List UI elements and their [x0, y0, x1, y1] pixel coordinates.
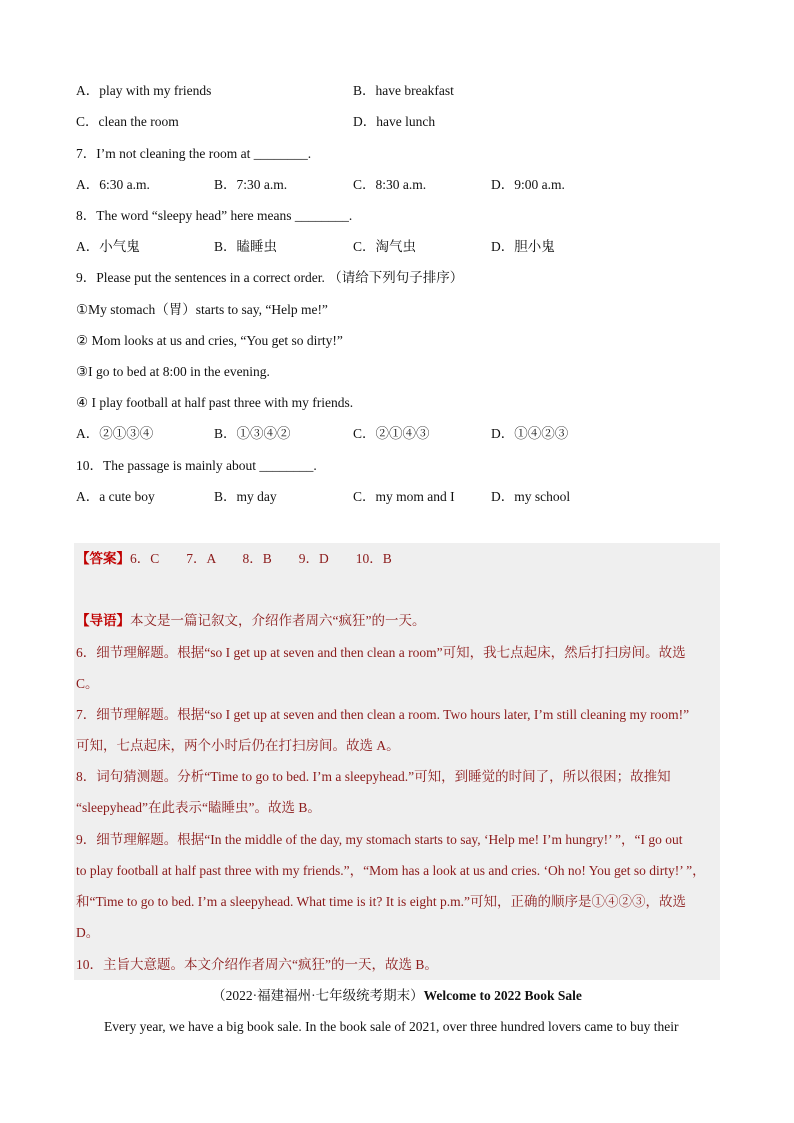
q10-option-d: D．my school	[491, 489, 571, 504]
q6-option-b: B．have breakfast	[353, 83, 454, 98]
explanation-9-line-3: 和“Time to go to bed. I’m a sleepyhead. What time is it? It is eight p.m.”可知，正确的顺序是①④②③，故选	[76, 894, 687, 909]
passage-title: Welcome to 2022 Book Sale	[423, 988, 582, 1003]
q9-option-a: A．②①③④	[76, 426, 154, 441]
q8-option-c: C．淘气虫	[353, 239, 417, 254]
explanation-6-line-2: C。	[76, 676, 99, 691]
q9-stem: 9．Please put the sentences in a correct order. （请给下列句子排序）	[76, 270, 464, 285]
q7-option-d: D．9:00 a.m.	[491, 177, 565, 192]
guide-line	[76, 611, 425, 631]
q8-option-a: A．小气鬼	[76, 239, 140, 254]
explanation-8-line-1: 8．词句猜测题。分析“Time to go to bed. I’m a sleepyhead.”可知，到睡觉的时间了，所以很困；故推知	[76, 769, 671, 784]
q10-stem: 10．The passage is mainly about ________.	[76, 458, 317, 473]
q9-option-c: C．②①④③	[353, 426, 430, 441]
q9-sentence-1: ①My stomach（胃）starts to say, “Help me!”	[76, 302, 328, 317]
q6-option-c: C．clean the room	[76, 114, 179, 129]
explanation-8-line-2: “sleepyhead”在此表示“瞌睡虫”。故选 B。	[76, 800, 321, 815]
q8-option-b: B．瞌睡虫	[214, 239, 278, 254]
explanation-9-line-2: to play football at half past three with my friends.”，“Mom has a look at us and cries. ‘Oh no! You get so dirty!’ ”，	[76, 863, 706, 878]
explanation-9-line-1: 9．细节理解题。根据“In the middle of the day, my stomach starts to say, ‘Help me! I’m hungry!’ ”，“I go out	[76, 832, 683, 847]
q9-sentence-2: ② Mom looks at us and cries, “You get so dirty!”	[76, 333, 343, 348]
q7-stem: 7．I’m not cleaning the room at ________.	[76, 146, 312, 161]
answer-values: 6．C 7．A 8．B 9．D 10．B	[130, 551, 392, 566]
q6-option-d: D．have lunch	[353, 114, 436, 129]
explanation-10: 10．主旨大意题。本文介绍作者周六“疯狂”的一天，故选 B。	[76, 957, 438, 972]
passage-heading	[0, 986, 794, 1006]
explanation-6-line-1: 6．细节理解题。根据“so I get up at seven and then clean a room”可知，我七点起床，然后打扫房间。故选	[76, 645, 686, 660]
q9-option-d: D．①④②③	[491, 426, 569, 441]
answer-panel	[74, 543, 720, 980]
q9-sentence-3: ③I go to bed at 8:00 in the evening.	[76, 364, 270, 379]
passage-source: （2022·福建福州·七年级统考期末）	[212, 988, 424, 1003]
q9-sentence-4: ④ I play football at half past three with my friends.	[76, 395, 354, 410]
explanation-7-line-1: 7．细节理解题。根据“so I get up at seven and then clean a room. Two hours later, I’m still cleaning my room!”	[76, 707, 690, 722]
q10-option-c: C．my mom and I	[353, 489, 455, 504]
explanation-7-line-2: 可知，七点起床，两个小时后仍在打扫房间。故选 A。	[76, 738, 400, 753]
q7-option-a: A．6:30 a.m.	[76, 177, 150, 192]
q9-option-b: B．①③④②	[214, 426, 291, 441]
q6-option-a: A．play with my friends	[76, 83, 212, 98]
q10-option-a: A．a cute boy	[76, 489, 155, 504]
passage-first-line: Every year, we have a big book sale. In the book sale of 2021, over three hundred lovers came to buy their	[104, 1019, 679, 1034]
guide-text: 本文是一篇记叙文，介绍作者周六“疯狂”的一天。	[130, 613, 426, 628]
answer-line	[76, 549, 392, 569]
explanation-9-line-4: D。	[76, 925, 100, 940]
answer-tag: 【答案】	[76, 551, 130, 566]
q10-option-b: B．my day	[214, 489, 277, 504]
q8-stem: 8．The word “sleepy head” here means ________.	[76, 208, 353, 223]
q8-option-d: D．胆小鬼	[491, 239, 555, 254]
q7-option-b: B．7:30 a.m.	[214, 177, 288, 192]
q7-option-c: C．8:30 a.m.	[353, 177, 427, 192]
guide-tag: 【导语】	[76, 613, 130, 628]
